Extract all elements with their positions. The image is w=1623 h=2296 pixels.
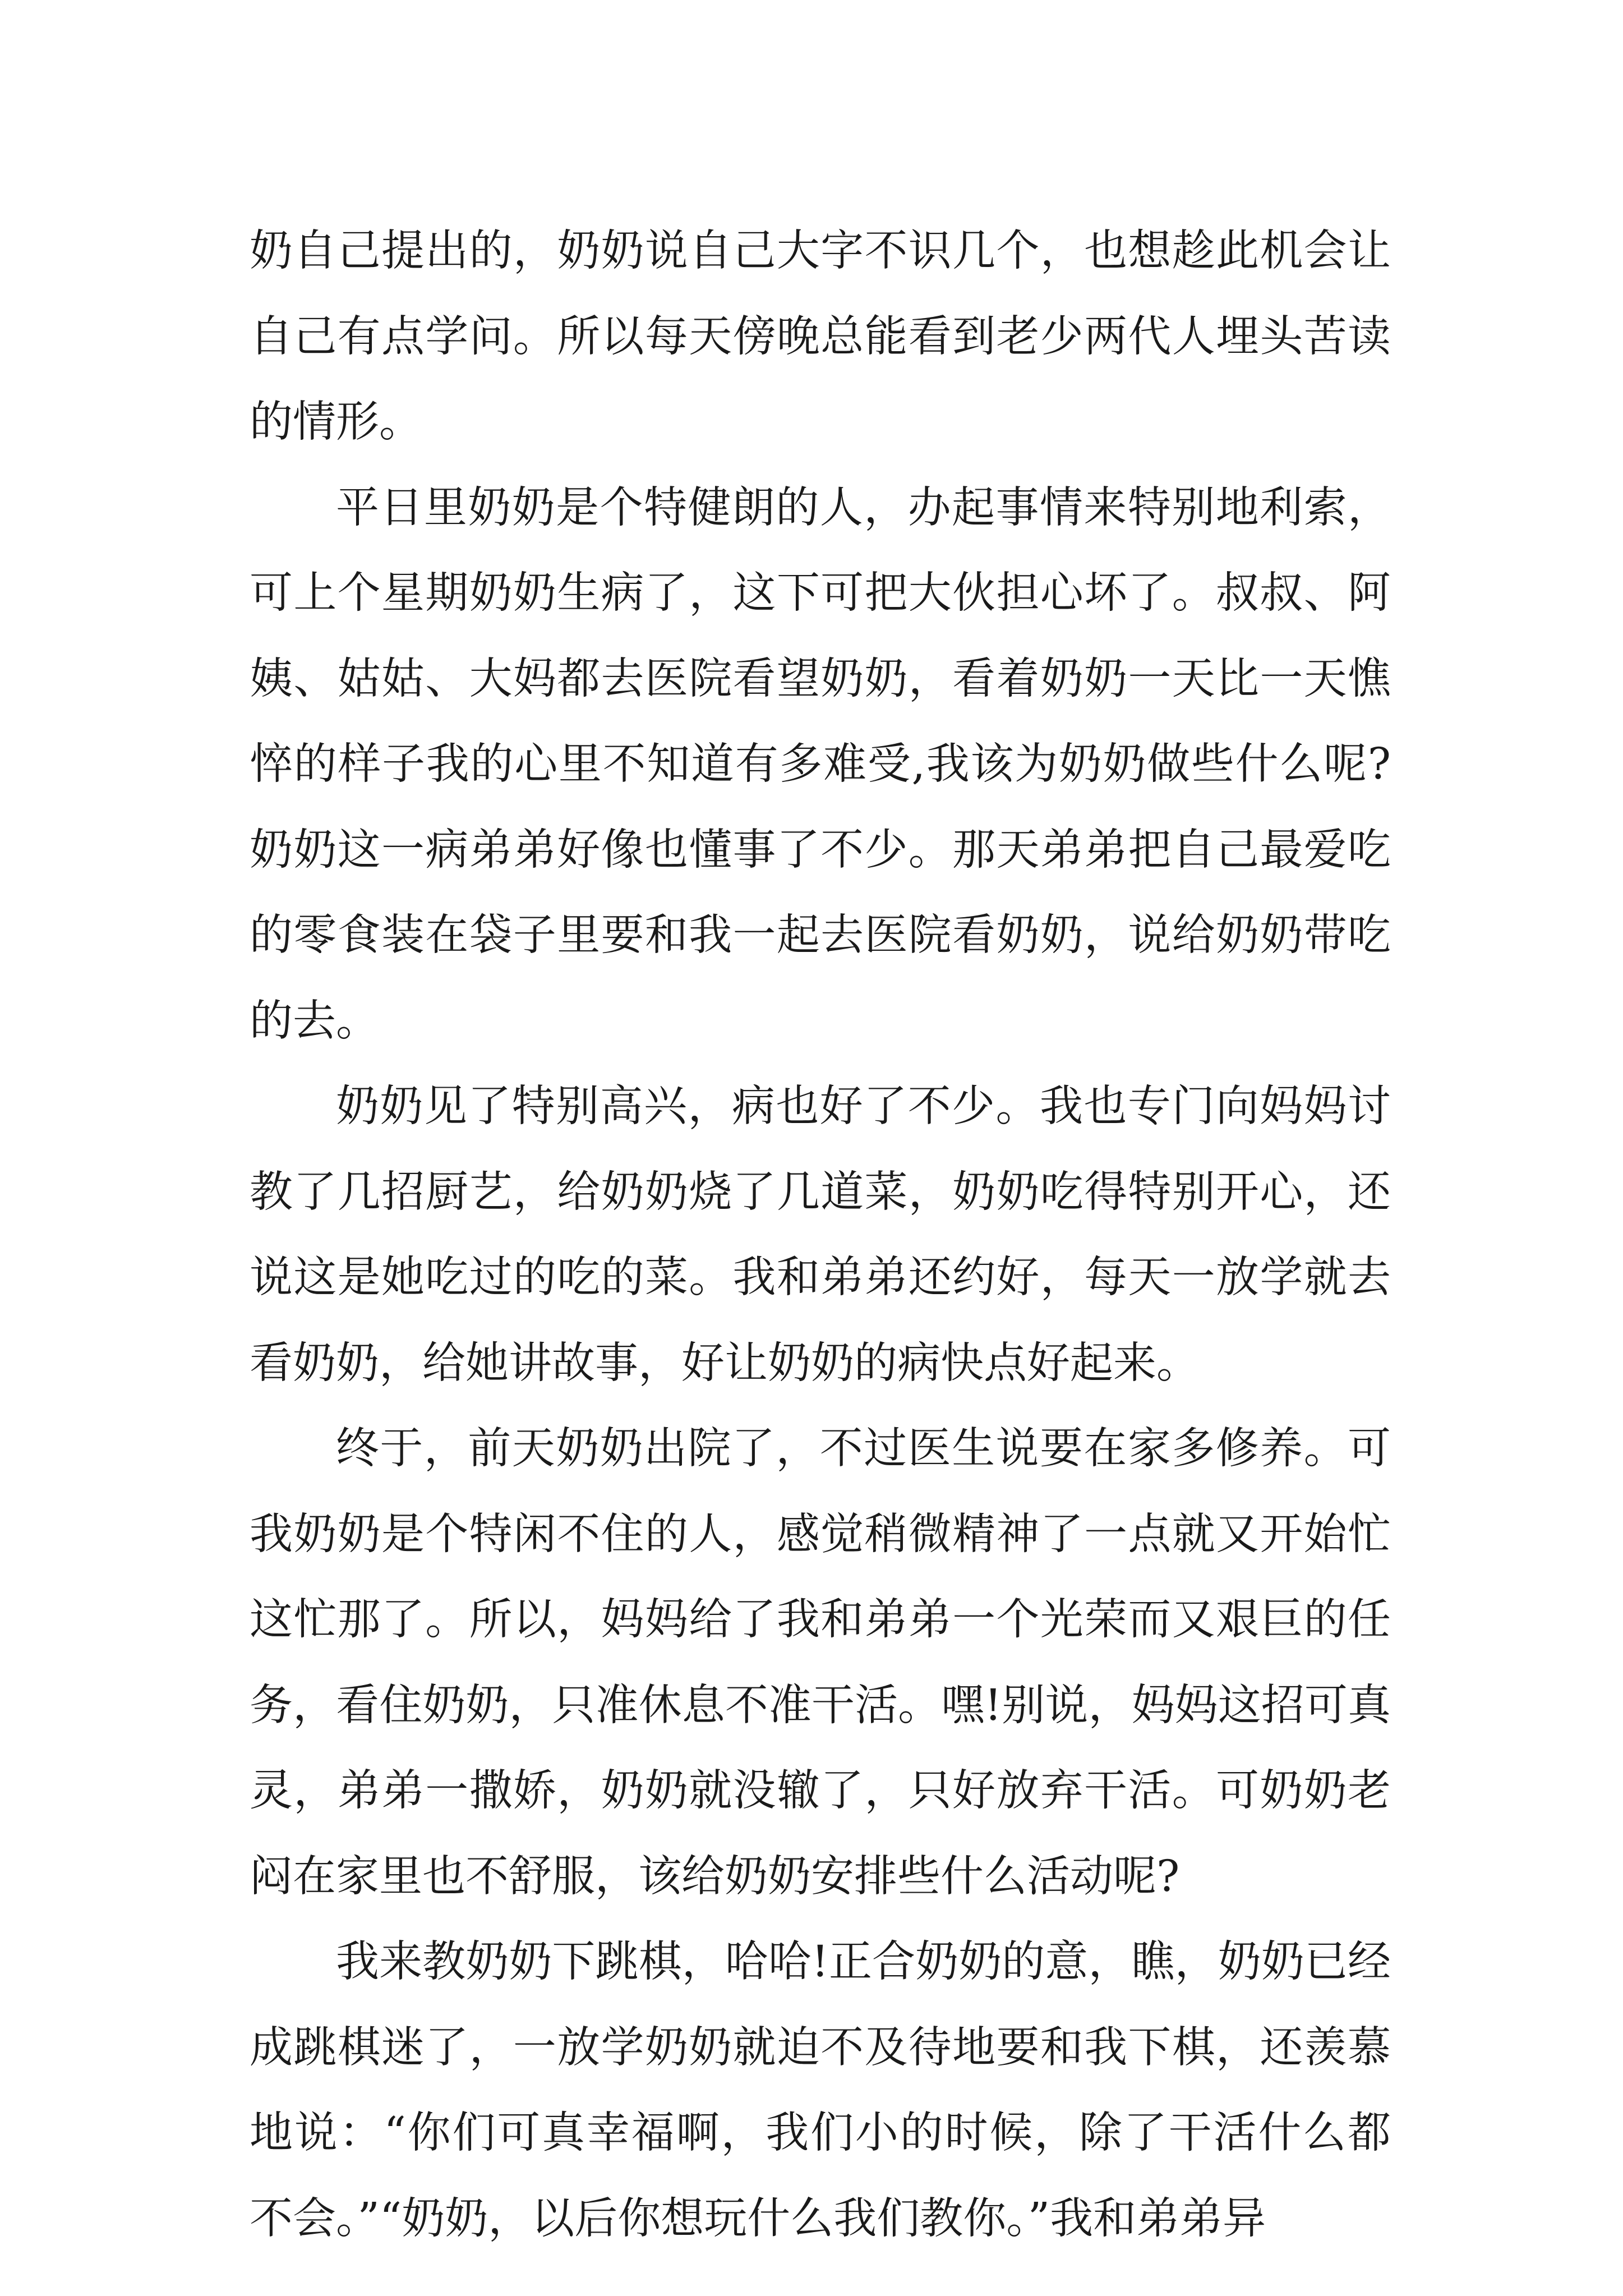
- paragraph-2: 平日里奶奶是个特健朗的人，办起事情来特别地利索，可上个星期奶奶生病了，这下可把大伙担心坏了。叔叔、阿姨、姑姑、大妈都去医院看望奶奶，看着奶奶一天比一天憔悴的样子我的心里不知道有多难受,我该为奶奶做些什么呢?奶奶这一病弟弟好像也懂事了不少。那天弟弟把自己最爱吃的零食装在袋子里要和我一起去医院看奶奶，说给奶奶带吃的去。: [250, 482, 1391, 1046]
- paragraph-1: 奶自己提出的，奶奶说自己大字不识几个，也想趁此机会让自己有点学问。所以每天傍晚总能看到老少两代人埋头苦读的情形。: [250, 226, 1391, 447]
- paragraph-4: 终于，前天奶奶出院了，不过医生说要在家多修养。可我奶奶是个特闲不住的人，感觉稍微精神了一点就又开始忙这忙那了。所以，妈妈给了我和弟弟一个光荣而又艰巨的任务，看住奶奶，只准休息不准干活。嘿!别说，妈妈这招可真灵，弟弟一撒娇，奶奶就没辙了，只好放弃干活。可奶奶老闷在家里也不舒服，该给奶奶安排些什么活动呢?: [250, 1424, 1391, 1902]
- paragraph-3: 奶奶见了特别高兴，病也好了不少。我也专门向妈妈讨教了几招厨艺，给奶奶烧了几道菜，奶奶吃得特别开心，还说这是她吃过的吃的菜。我和弟弟还约好，每天一放学就去看奶奶，给她讲故事，好让奶奶的病快点好起来。: [250, 1082, 1391, 1388]
- body-text: [250, 209, 1391, 2262]
- paragraph-5: 我来教奶奶下跳棋，哈哈!正合奶奶的意，瞧，奶奶已经成跳棋迷了，一放学奶奶就迫不及待地要和我下棋，还羡慕地说：“你们可真幸福啊，我们小的时候，除了干活什么都不会。”“奶奶，以后你想玩什么我们教你。”我和弟弟异: [250, 1937, 1391, 2244]
